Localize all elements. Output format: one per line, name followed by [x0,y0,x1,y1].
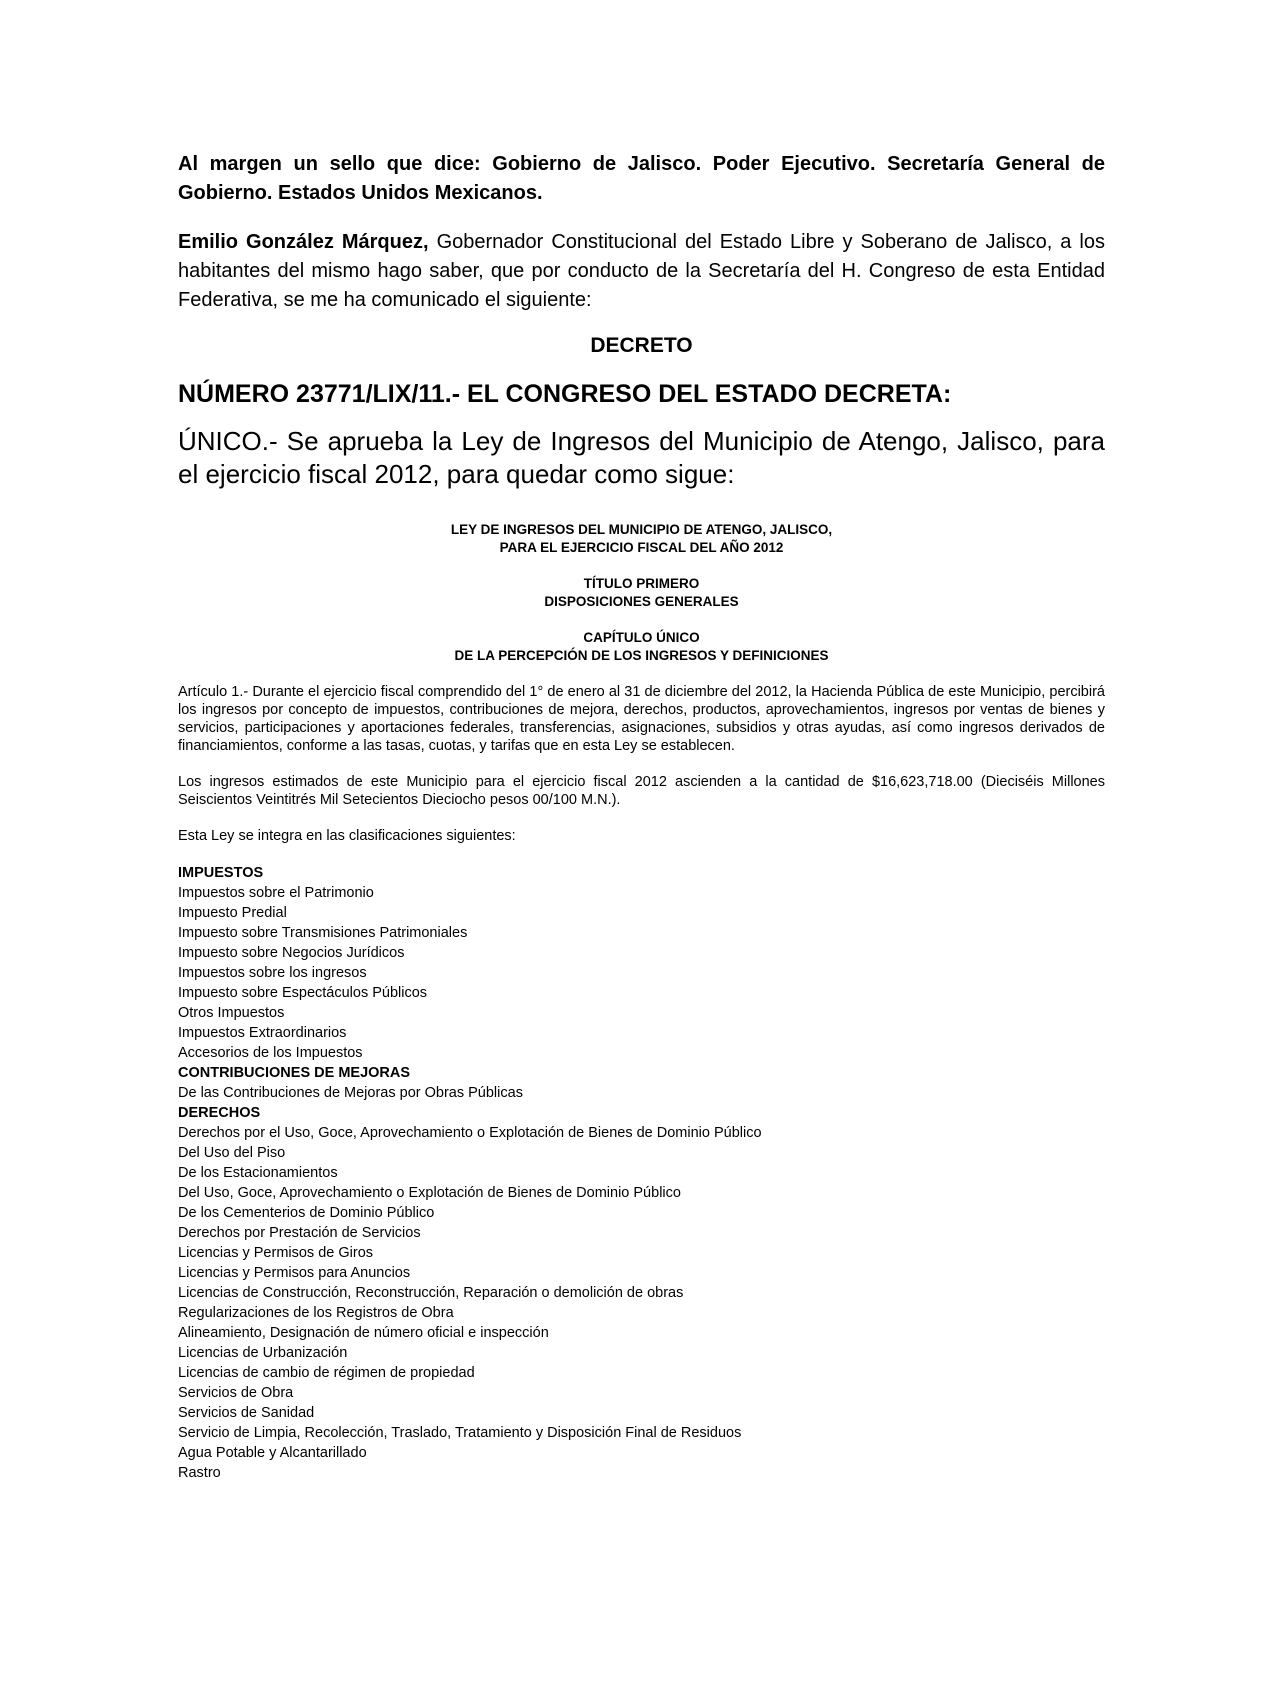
decree-number-heading: NÚMERO 23771/LIX/11.- EL CONGRESO DEL ESTADO DECRETA: [178,380,952,408]
title-heading-line-2: DISPOSICIONES GENERALES [544,594,739,609]
classification-item: Servicios de Obra [178,1385,294,1401]
classification-heading: CONTRIBUCIONES DE MEJORAS [178,1065,411,1081]
classification-heading: IMPUESTOS [178,865,264,881]
classification-item: Licencias de Construcción, Reconstrucción, Reparación o demolición de obras [178,1285,684,1301]
chapter-heading-line-2: DE LA PERCEPCIÓN DE LOS INGRESOS Y DEFINICIONES [454,648,829,663]
chapter-heading [178,629,1105,665]
classification-item: Servicios de Sanidad [178,1405,315,1421]
estimated-income-paragraph: Los ingresos estimados de este Municipio para el ejercicio fiscal 2012 ascienden a la cantidad de $16,623,718.00 (Dieciséis Millones Seiscientos Veintitrés Mil Setecientos Dieciocho pesos 00/100 M.N.). [178,774,1105,808]
classification-item: Licencias de cambio de régimen de propiedad [178,1365,475,1381]
classification-item: Del Uso del Piso [178,1145,286,1161]
law-title [178,521,1105,557]
title-heading [178,575,1105,611]
classification-item: Impuesto sobre Espectáculos Públicos [178,985,428,1001]
governor-name: Emilio González Márquez, [178,231,429,253]
classification-item: Impuesto sobre Negocios Jurídicos [178,945,405,961]
classification-item: Servicio de Limpia, Recolección, Traslado, Tratamiento y Disposición Final de Residuos [178,1425,742,1441]
governor-intro-text: Gobernador Constitucional del Estado Libre y Soberano de Jalisco, a los habitantes del mismo hago saber, que por conducto de la Secretaría del H. Congreso de esta Entidad Federativa, se me ha comunicado el siguiente: [178,231,1105,311]
classification-item: Agua Potable y Alcantarillado [178,1445,367,1461]
classification-item: Otros Impuestos [178,1005,285,1021]
article-1-paragraph: Artículo 1.- Durante el ejercicio fiscal comprendido del 1° de enero al 31 de diciembre del 2012, la Hacienda Pública de este Municipio, percibirá los ingresos por concepto de impuestos, contribuciones de mejora, derechos, productos, aprovechamientos, ingresos por ventas de bienes y servicios, participaciones y aportaciones federales, transferencias, asignaciones, subsidios y otras ayudas, así como ingresos derivados de financiamientos, conforme a las tasas, cuotas, y tarifas que en esta Ley se establecen. [178,684,1105,754]
classification-item: Impuesto Predial [178,905,287,921]
title-heading-line-1: TÍTULO PRIMERO [583,576,700,591]
document-page [178,150,1105,1483]
law-title-line-2: PARA EL EJERCICIO FISCAL DEL AÑO 2012 [499,540,784,555]
classifications-intro: Esta Ley se integra en las clasificaciones siguientes: [178,828,516,844]
classification-item: Impuestos Extraordinarios [178,1025,347,1041]
classifications-list [178,863,1105,1483]
classification-item: Impuesto sobre Transmisiones Patrimoniales [178,925,468,941]
classification-item: Impuestos sobre los ingresos [178,965,367,981]
classification-item: Derechos por el Uso, Goce, Aprovechamiento o Explotación de Bienes de Dominio Público [178,1125,762,1141]
classification-item: Accesorios de los Impuestos [178,1045,363,1061]
governor-intro [178,228,1105,315]
classification-item: Licencias y Permisos para Anuncios [178,1265,411,1281]
law-title-line-1: LEY DE INGRESOS DEL MUNICIPIO DE ATENGO, JALISCO, [450,522,833,537]
classification-item: Impuestos sobre el Patrimonio [178,885,374,901]
decreto-heading: DECRETO [590,334,693,357]
classification-item: Rastro [178,1465,221,1481]
classification-item: De las Contribuciones de Mejoras por Obras Públicas [178,1085,523,1101]
classification-item: Regularizaciones de los Registros de Obra [178,1305,454,1321]
classification-heading: DERECHOS [178,1105,261,1121]
classification-item: Alineamiento, Designación de número oficial e inspección [178,1325,549,1341]
margin-seal-note: Al margen un sello que dice: Gobierno de Jalisco. Poder Ejecutivo. Secretaría General de Gobierno. Estados Unidos Mexicanos. [178,153,1105,204]
unico-paragraph: ÚNICO.- Se aprueba la Ley de Ingresos del Municipio de Atengo, Jalisco, para el ejercicio fiscal 2012, para quedar como sigue: [178,426,1105,489]
classification-item: De los Cementerios de Dominio Público [178,1205,435,1221]
chapter-heading-line-1: CAPÍTULO ÚNICO [583,630,700,645]
classification-item: Del Uso, Goce, Aprovechamiento o Explotación de Bienes de Dominio Público [178,1185,681,1201]
classification-item: Licencias y Permisos de Giros [178,1245,374,1261]
classification-item: De los Estacionamientos [178,1165,338,1181]
classification-item: Derechos por Prestación de Servicios [178,1225,421,1241]
classification-item: Licencias de Urbanización [178,1345,348,1361]
